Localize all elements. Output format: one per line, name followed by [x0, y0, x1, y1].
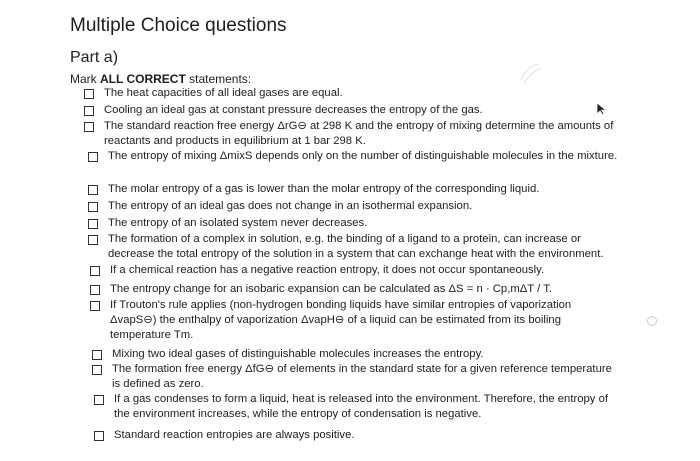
- statement-text: The standard reaction free energy ΔrG⊖ at 298 K and the entropy of mixing determine the amounts of reactants and products in equilibrium at 1 bar 298 K.: [104, 120, 614, 147]
- statement-text: Mixing two ideal gases of distinguishable molecules increases the entropy.: [112, 348, 484, 360]
- statement-item[interactable]: [88, 182, 618, 197]
- statement-checkbox[interactable]: [94, 431, 104, 441]
- statement-checkbox[interactable]: [88, 152, 98, 162]
- statement-text: The heat capacities of all ideal gases are equal.: [104, 87, 343, 99]
- mouse-cursor-icon: [596, 102, 608, 116]
- statement-text: The molar entropy of a gas is lower than the molar entropy of the corresponding liquid.: [108, 183, 540, 195]
- statement-text: The entropy change for an isobaric expansion can be calculated as ΔS = n · Cp,mΔT / T.: [110, 283, 553, 295]
- statement-text: The entropy of an ideal gas does not change in an isothermal expansion.: [108, 200, 473, 212]
- part-heading: Part a): [70, 49, 119, 66]
- statement-item[interactable]: [94, 392, 620, 422]
- statement-text: The formation of a complex in solution, e.g. the binding of a ligand to a protein, can increase or decrease the total entropy of the solution in a system that can exchange heat with the environment.: [108, 233, 604, 260]
- page-title: Multiple Choice questions: [70, 15, 287, 36]
- statement-text: The entropy of an isolated system never decreases.: [108, 217, 368, 229]
- statement-item[interactable]: [88, 216, 618, 231]
- statement-checkbox[interactable]: [84, 106, 94, 116]
- statement-item[interactable]: [84, 119, 614, 149]
- statement-checkbox[interactable]: [90, 266, 100, 276]
- statement-item[interactable]: [88, 149, 618, 164]
- statement-text: Cooling an ideal gas at constant pressure decreases the entropy of the gas.: [104, 104, 483, 116]
- statement-checkbox[interactable]: [90, 301, 100, 311]
- statement-item[interactable]: [90, 263, 620, 278]
- page-dot-icon: [647, 316, 657, 326]
- statement-item[interactable]: [88, 199, 618, 214]
- statement-checkbox[interactable]: [84, 89, 94, 99]
- statement-text: Standard reaction entropies are always positive.: [114, 429, 355, 441]
- statement-item[interactable]: [90, 298, 620, 343]
- statement-checkbox[interactable]: [88, 185, 98, 195]
- statement-checkbox[interactable]: [92, 365, 102, 375]
- statement-checkbox[interactable]: [88, 235, 98, 245]
- instruction-prefix: Mark: [70, 72, 100, 86]
- statement-item[interactable]: [88, 232, 618, 262]
- statement-text: If a gas condenses to form a liquid, heat is released into the environment. Therefore, the entropy of the environment increases, while the entropy of condensation is negative.: [114, 393, 609, 420]
- instruction-suffix: statements:: [185, 72, 252, 86]
- statement-text: The entropy of mixing ΔmixS depends only on the number of distinguishable molecules in the mixture.: [108, 150, 618, 162]
- statement-item[interactable]: [92, 362, 620, 392]
- statement-checkbox[interactable]: [88, 219, 98, 229]
- statement-item[interactable]: [92, 347, 620, 362]
- statement-text: If a chemical reaction has a negative reaction entropy, it does not occur spontaneously.: [110, 264, 545, 276]
- instruction: [70, 72, 251, 86]
- statement-checkbox[interactable]: [88, 202, 98, 212]
- instruction-emphasis: ALL CORRECT: [100, 72, 186, 86]
- statement-checkbox[interactable]: [84, 122, 94, 132]
- statement-item[interactable]: [90, 282, 620, 297]
- statement-checkbox[interactable]: [92, 350, 102, 360]
- statement-text: The formation free energy ΔfG⊖ of elements in the standard state for a given reference temperature is defined as zero.: [112, 363, 612, 390]
- statement-checkbox[interactable]: [90, 285, 100, 295]
- statement-text: If Trouton's rule applies (non-hydrogen bonding liquids have similar entropies of vaporization ΔvapS⊖) the enthalpy of vaporization ΔvapH⊖ of a liquid can be estimated from its boiling temperature Tm.: [110, 299, 572, 341]
- statement-item[interactable]: [84, 86, 614, 101]
- statement-item[interactable]: [84, 103, 614, 118]
- statement-checkbox[interactable]: [94, 395, 104, 405]
- scribble-mark-icon: [518, 60, 544, 86]
- statement-item[interactable]: [94, 428, 620, 443]
